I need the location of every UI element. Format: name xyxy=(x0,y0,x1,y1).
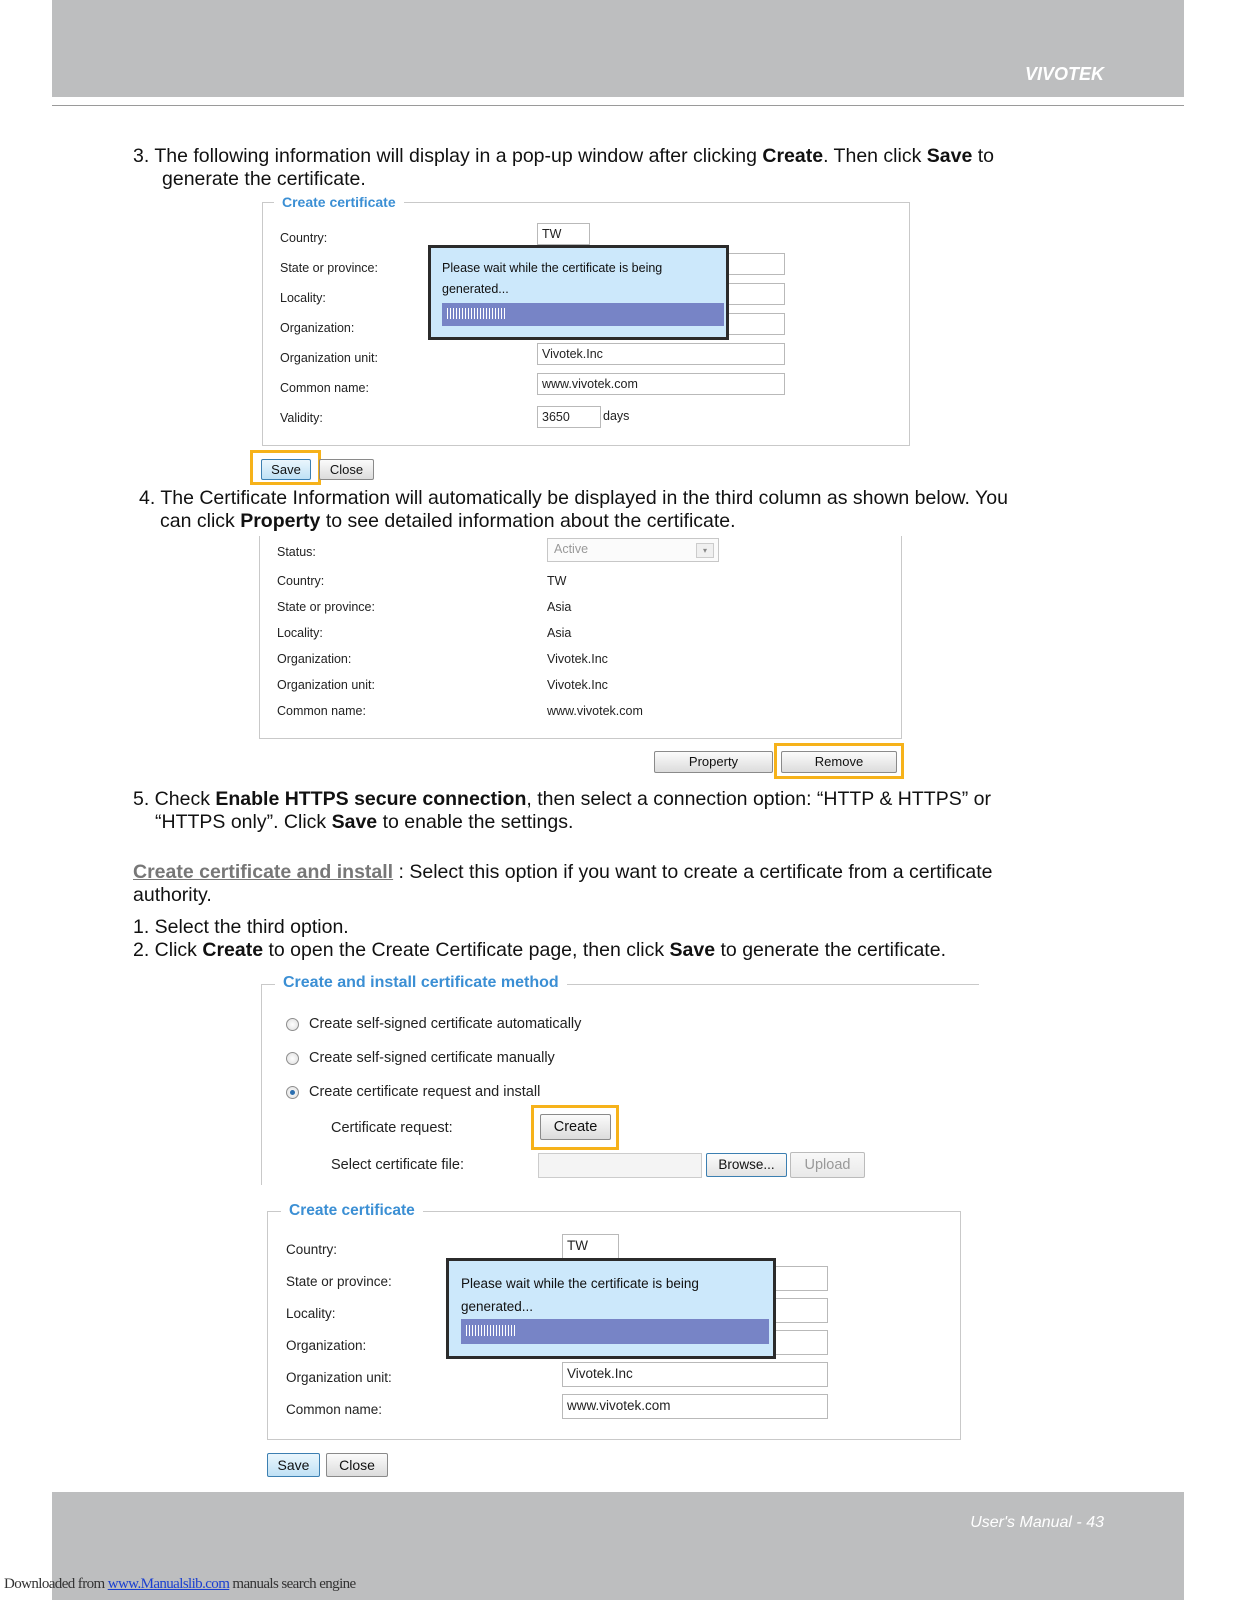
certificate-file-field[interactable] xyxy=(538,1153,702,1178)
country-field[interactable]: TW xyxy=(537,223,590,245)
step-5-text: 5. Check Enable HTTPS secure connection, then select a connection option: “HTTP & HTTPS” or xyxy=(133,788,991,810)
step-5-text-line2: “HTTPS only”. Click Save to enable the settings. xyxy=(155,811,574,833)
info-value-organization: Vivotek.Inc xyxy=(547,652,608,666)
org-unit-label: Organization unit: xyxy=(286,1370,392,1385)
progress-popup xyxy=(428,245,729,340)
certificate-request-label: Certificate request: xyxy=(331,1120,453,1136)
validity-field[interactable]: 3650 xyxy=(537,406,601,428)
header-divider xyxy=(52,105,1184,106)
progress-fill xyxy=(466,1325,516,1336)
step-4-text: 4. The Certificate Information will automatically be displayed in the third column as shown below. You xyxy=(139,487,1008,509)
header-band xyxy=(52,0,1184,97)
option-self-signed-manual: Create self-signed certificate manually xyxy=(309,1050,555,1066)
save-button[interactable]: Save xyxy=(261,459,311,480)
status-select[interactable]: Active ▾ xyxy=(547,538,719,562)
info-label-state: State or province: xyxy=(277,600,375,614)
step-b2-text: 2. Click Create to open the Create Certificate page, then click Save to generate the certificate. xyxy=(133,939,946,961)
panel-legend: Create certificate xyxy=(281,1202,423,1220)
section-intro: Create certificate and install : Select this option if you want to create a certificate from a certificate xyxy=(133,861,993,883)
info-value-country: TW xyxy=(547,574,567,588)
page-number: User's Manual - 43 xyxy=(970,1514,1104,1531)
info-label-org-unit: Organization unit: xyxy=(277,678,375,692)
info-value-common-name: www.vivotek.com xyxy=(547,704,643,718)
step-4-text-line2: can click Property to see detailed information about the certificate. xyxy=(160,510,736,532)
option-request-install: Create certificate request and install xyxy=(309,1084,541,1100)
org-unit-label: Organization unit: xyxy=(280,351,378,365)
locality-label: Locality: xyxy=(286,1306,336,1321)
info-value-state: Asia xyxy=(547,600,572,614)
common-name-field[interactable]: www.vivotek.com xyxy=(562,1394,828,1419)
validity-label: Validity: xyxy=(280,411,323,425)
popup-message-line1: Please wait while the certificate is being xyxy=(461,1276,699,1291)
select-file-label: Select certificate file: xyxy=(331,1157,464,1173)
progress-fill xyxy=(447,308,505,319)
popup-message-line1: Please wait while the certificate is being xyxy=(442,261,663,275)
common-name-label: Common name: xyxy=(286,1402,383,1417)
panel-legend: Create and install certificate method xyxy=(275,974,567,992)
state-label: State or province: xyxy=(280,261,378,275)
info-label-locality: Locality: xyxy=(277,626,323,640)
country-label: Country: xyxy=(286,1242,338,1257)
organization-label: Organization: xyxy=(286,1338,367,1353)
create-certificate-panel xyxy=(262,194,910,446)
option-self-signed-auto: Create self-signed certificate automatically xyxy=(309,1016,582,1032)
close-button-2[interactable]: Close xyxy=(326,1453,388,1477)
info-label-country: Country: xyxy=(277,574,325,588)
remove-button[interactable]: Remove xyxy=(781,751,897,773)
days-label: days xyxy=(603,409,630,423)
radio-self-signed-auto[interactable] xyxy=(286,1018,299,1031)
progress-bar xyxy=(442,303,724,326)
chevron-down-icon: ▾ xyxy=(696,543,714,558)
brand-name: VIVOTEK xyxy=(1024,64,1104,84)
certificate-info-panel xyxy=(259,536,902,739)
info-label-common-name: Common name: xyxy=(277,704,366,718)
save-button-2[interactable]: Save xyxy=(267,1453,320,1477)
info-value-locality: Asia xyxy=(547,626,572,640)
upload-button[interactable]: Upload xyxy=(790,1152,865,1178)
locality-label: Locality: xyxy=(280,291,326,305)
manualslib-link[interactable]: www.Manualslib.com xyxy=(107,1576,230,1592)
panel-legend: Create certificate xyxy=(274,194,404,210)
section-link[interactable]: Create certificate and install xyxy=(133,861,394,883)
create-certificate-panel-2 xyxy=(267,1202,961,1440)
common-name-field[interactable]: www.vivotek.com xyxy=(537,373,785,395)
radio-request-install[interactable] xyxy=(286,1086,299,1099)
state-label: State or province: xyxy=(286,1274,392,1289)
org-unit-field[interactable]: Vivotek.Inc xyxy=(562,1362,828,1387)
browse-button[interactable]: Browse... xyxy=(706,1153,787,1177)
popup-message-line2: generated... xyxy=(461,1299,534,1314)
section-intro-line2: authority. xyxy=(133,884,212,906)
download-note: Downloaded from www.Manualslib.com manuals search engine xyxy=(4,1576,356,1592)
country-label: Country: xyxy=(280,231,328,245)
close-button[interactable]: Close xyxy=(319,459,374,480)
info-label-organization: Organization: xyxy=(277,652,352,666)
step-3-text-line2: generate the certificate. xyxy=(162,168,366,190)
progress-popup xyxy=(446,1258,776,1359)
progress-bar xyxy=(461,1319,769,1344)
info-value-org-unit: Vivotek.Inc xyxy=(547,678,608,692)
org-unit-field[interactable]: Vivotek.Inc xyxy=(537,343,785,365)
status-label: Status: xyxy=(277,545,316,559)
country-field[interactable]: TW xyxy=(562,1234,619,1259)
create-button[interactable]: Create xyxy=(540,1114,611,1140)
organization-label: Organization: xyxy=(280,321,355,335)
radio-self-signed-manual[interactable] xyxy=(286,1052,299,1065)
popup-message-line2: generated... xyxy=(442,282,509,296)
step-b1-text: 1. Select the third option. xyxy=(133,916,349,938)
step-3-text: 3. The following information will display in a pop-up window after clicking Create. Then click Save to xyxy=(133,145,994,167)
common-name-label: Common name: xyxy=(280,381,369,395)
property-button[interactable]: Property xyxy=(654,751,773,773)
